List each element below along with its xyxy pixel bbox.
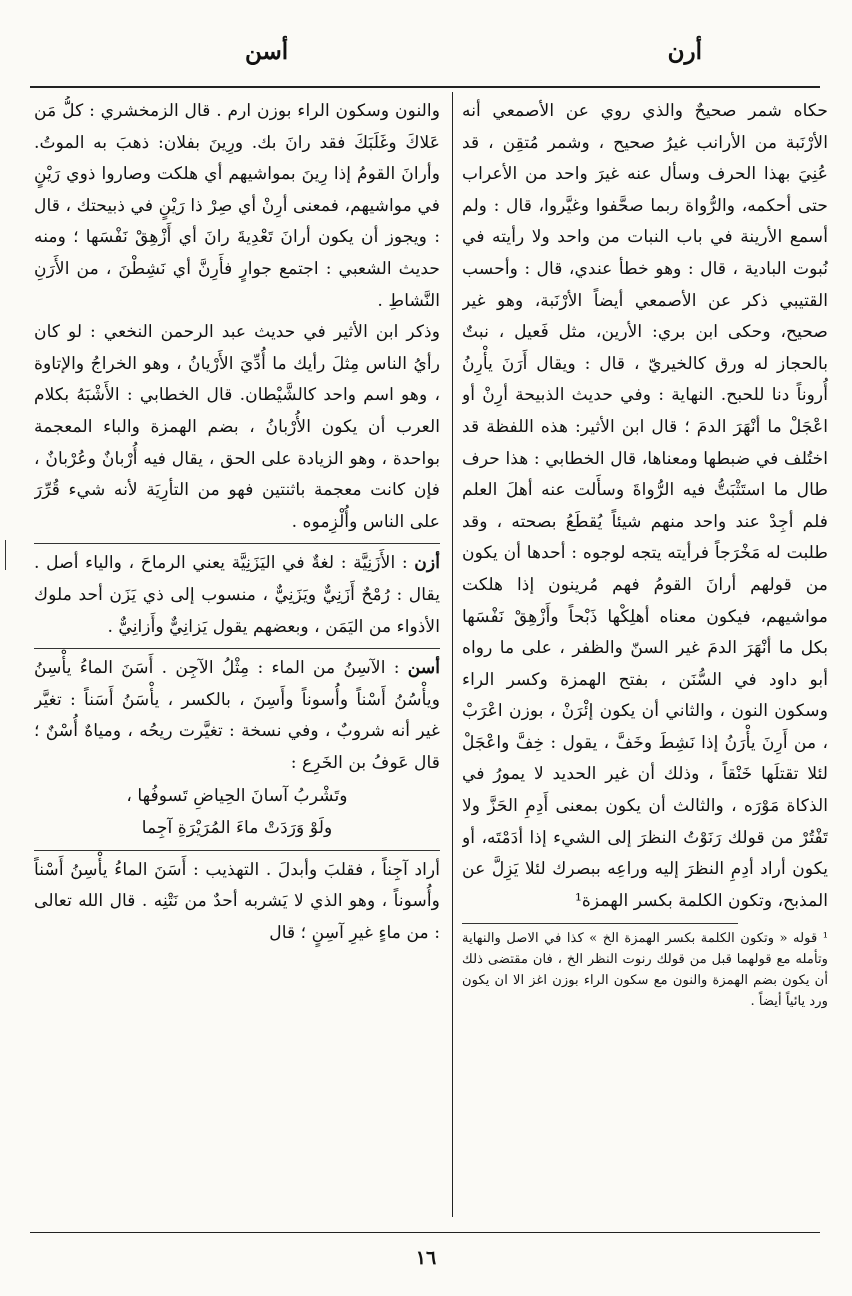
entry-divider [34,648,440,649]
entry-text-continued: أراد آجِناً ، فقلبَ وأبدلَ . التهذيب : أَسَنَ الماءُ يأْسِنُ أَسْناً وأُسوناً ، وهو الذي لا يَشربه أحدٌ من نَتْنِه . قال الله تعالى : من ماءٍ غيرِ آسِنٍ ؛ قال [34,859,440,943]
left-column-paragraph: وذكر ابن الأثير في حديث عبد الرحمن النخعي : لو كان رأيُ الناس مِثلَ رأيك ما أُدِّيَ الأَرْيانُ ، وهو الخراجُ والإتاوة ، وهو اسم واحد كالشَّيْطان. قال الخطابي : الأَشْبَهُ بكلام العرب أن يكون الأُرْبانُ ، بضم الهمزة والباء المعجمة بواحدة ، وهو الزيادة على الحق ، يقال فيه أُرْبانٌ وعُرْبانٌ ، فإن كانت معجمة باثنتين فهو من التأرِيَة لأنه شيء قُرِّرَ على الناس وأُلْزِموه . [34,322,440,532]
column-divider [452,92,453,1217]
entry-divider [34,850,440,851]
header-rule [30,86,820,88]
entry-headword: أسن [407,658,440,679]
footnote-rule [462,923,738,924]
margin-mark [5,540,7,570]
poem-line: وتَشْربُ آسانَ الحِياضِ تَسوفُها ، [126,786,348,807]
page-header-left-word: أسن [245,38,289,65]
entry-asn [34,653,440,779]
footnote: ¹ قوله « وتكون الكلمة بكسر الهمزة الخ » كذا في الاصل والنهاية وتأمله مع قولهما قبل من قولك رنوت النظر الخ ، فان مقتضى ذلك أن يكون بضم الهمزة والنون مع سكون الراء بوزن اغز الا ان يكون ورد يائياً أيضاً . [462,931,828,1010]
page-header-right-word: أرن [667,38,702,65]
entry-headword: أزن [414,553,440,574]
entry-text: : الآسِنُ من الماء : مِثْلُ الآجِن . أَسَنَ الماءُ يأْسِنُ ويأْسُنُ أَسْناً وأُسوناً وأَسِنَ ، بالكسر ، يأْسَنُ أَسَناً : تغيَّر غير أنه شروبٌ ، وفي نسخة : تغيَّرت ريحُه ، ومياهٌ أُسْنٌ ؛ قال عَوفُ بن الخَرِع : [34,658,440,773]
right-column [462,96,828,1196]
poem-line: ولَوْ وَرَدَتْ ماءَ المُرَيْرَةِ آجِما [141,818,333,839]
footer-rule [30,1232,820,1233]
entry-azn [34,548,440,643]
left-column-paragraph: والنون وسكون الراء بوزن ارم . قال الزمخشري : كلُّ مَن عَلاكَ وغَلَبَكَ فقد رانَ بك. ورِينَ بفلان: ذهبَ به الموتُ. وأرانَ القومُ إذا رِينَ بمواشيهم أي هلكت وصاروا ذوي رَيْنٍ في مواشيهم، فمعنى أرِنْ أي صِرْ ذا رَيْنٍ في ذبيحتك ، قال : ويجوز أن يكون أرانَ تَعْدِيةَ رانَ أي أَزْهِقْ نَفْسَها ؛ ومنه حديث الشعبي : اجتمع جوارٍ فأَرِنَّ أي نَشِطْنَ ، من الأَرَنِ النَّشاطِ . [34,101,440,311]
poem-verse [34,781,440,844]
page-number: ١٦ [415,1247,437,1269]
entry-text: : الأَزَنِيَّة : لغةٌ في اليَزَنِيَّة يعني الرماحَ ، والياء أصل . يقال : رُمْحٌ أَزَنِيٌّ ويَزَنِيٌّ ، منسوب إلى ذي يَزَن أحد ملوك الأذواء من اليَمَن ، وبعضهم يقول يَزانِيٌّ وأَزانِيٌّ . [34,553,440,637]
right-column-paragraph: حكاه شمر صحيحٌ والذي روي عن الأصمعي أنه الأرْنَبة من الأرانب غيرُ صحيح ، وشمر مُتقِن ، قد عُنِيَ بهذا الحرف وسأل عنه غيرَ واحد من الأعراب حتى أحكمه، والرُّواة ربما صحَّفوا وغيَّروا، قال : ولم أسمع الأرينة في باب النبات من واحد ولا رأيته في نُبوت البادية ، قال : وهو خطأ عندي، قال : وأحسب القتيبي ذكر عن الأصمعي أيضاً الأرْنَبة، وهو غير صحيح، وحكى ابن بري: الأرين، مثل فَعيل ، نبتٌ بالحجاز له ورق كالخيريّ ، قال : ويقال أَرَنَ يأْرِنُ أُروناً دنا للحبح. النهاية : وفي حديث الذبيحة أرِنْ أو اعْجَلْ ما أنْهَرَ الدمَ ؛ قال ابن الأثير: هذه اللفظة قد اختُلف في ضبطها ومعناها، قال الخطابي : هذا حرف طال ما استَثْبَتُّ فيه الرُّواةَ وسأَلت عنه أهلَ العلم فلم أجِدْ عند واحد منهم شيئاً يُقطَعُ بصحته ، وقد طلبت له مَخْرَجاً فرأيته يتجه لوجوه : أحدها أن يكون من قولهم أرانَ القومُ فهم مُرينون إذا هلكت مواشيهم، فيكون معناه أهلِكْها ذَبْحاً وأَزْهِقْ نَفْسَها بكل ما أنْهَرَ الدمَ غير السنّ والظفر ، على ما رواه أبو داود في السُّنَن ، بفتح الهمزة وكسر الراء وسكون النون ، والثاني أن يكون إئْرَنْ ، بوزن اعْرَبْ ، من أَرِنَ يأْرَنُ إذا نَشِطَ وخَفَّ ، يقول : خِفَّ واعْجَلْ لئلا تقتلَها خَنْقاً ، وذلك أن غير الحديد لا يمورُ في الذكاة مَوْرَه ، والثالث أن يكون بمعنى أَدِمِ الحَزَّ ولا تَفْتُرْ من قولك رَنَوْتُ النظرَ إلى الشيء إذا أدَمْتَه، أو يكون أراد أدِمِ النظرَ إليه وراعِه ببصرك لئلا يَزِلَّ عن المذبح، وتكون الكلمة بكسر الهمزة¹ [462,101,828,911]
left-column [34,96,440,1221]
entry-divider [34,543,440,544]
